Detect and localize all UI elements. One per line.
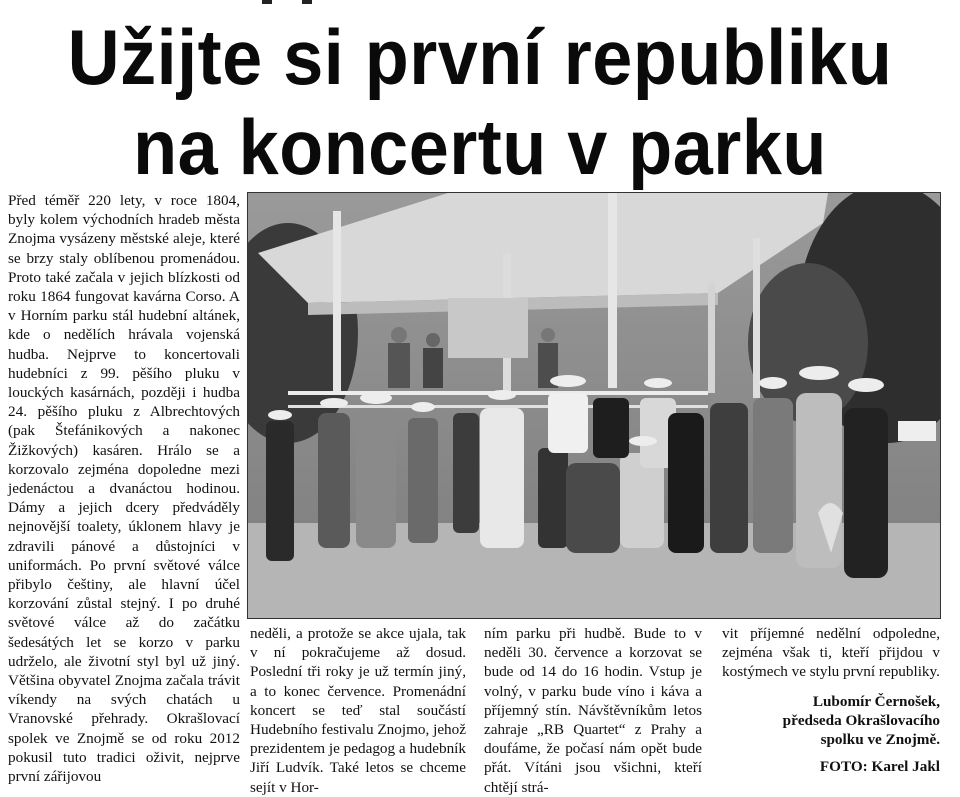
article-photo (247, 192, 941, 619)
article-column-4 (722, 624, 940, 776)
article-column-2 (250, 624, 466, 797)
bandstand-photo-illustration (248, 193, 940, 618)
author-role-line-2: spolku ve Znojmě. (820, 731, 940, 749)
top-strip (0, 0, 960, 6)
author-role-line-1: předseda Okrašlovacího (782, 711, 940, 729)
article-column-1 (8, 191, 240, 786)
article-text-col2: neděli, a protože se akce ujala, tak v ní pokračujeme až dosud. Poslední tři roky je už termín jiný, a to konec července. Promenádní koncert se teď stal součástí Hudebního festivalu Znojmo, jehož prezidentem je pedagog a hudebník Jiří Ludvík. Také letos se chceme sejít v Hor- (250, 625, 466, 796)
headline-line-2: na koncertu v parku (133, 104, 827, 192)
article-text-col4: vit příjemné nedělní odpoledne, zejména však ti, kteří přijdou v kostýmech ve stylu první republiky. (722, 625, 940, 681)
author-signature (722, 692, 940, 750)
article-text-col3: ním parku při hudbě. Bude to v neděli 30. července a korzovat se bude od 14 do 16 hodin. Vstup je volný, v parku bude víno i káva a příjemný stín. Návštěvníkům letos zahraje „RB Quartet“ z Prahy a doufáme, že počasí nám opět bude přát. Vítáni jsou všichni, kteří chtějí strá- (484, 625, 702, 796)
author-name: Lubomír Černošek, (812, 692, 940, 710)
article-column-3 (484, 624, 702, 797)
article-text-col1: Před téměř 220 lety, v roce 1804, byly kolem východních hradeb města Znojma vysázeny městské aleje, které se brzy staly oblíbenou promenádou. Proto také začala v jejich blízkosti od roku 1864 fungovat kavárna Corso. A v Horním parku stál hudební altánek, kde o nedělích hrávala vojenská hudba. Nejprve to koncertovali hudebníci z 99. pěšího pluku v louckých kasárnách, později i hudba 24. pěšího pluku z Albrechtových (pak Štefánikových a nakonec Žižkových) kasáren. Hrálo se a korzovalo zejména dopoledne mezi jedenáctou a dvanáctou hodinou. Dámy a jejich dcery předváděly nejnovější toalety, úklonem hlavy je zdravili pánové a důstojníci v uniformách. Po první světové válce přibylo češtiny, ale hlavní účel korzování zůstal stejný. I po druhé světové válce až do začátku šedesátých let se korzo v parku udrželo, ale životní styl byl už jiný. Většina obyvatel Znojma začala trávit víkendy na svých chatách u Vranovské přehrady. Okrašlovací spolek ve Znojmě se od roku 2012 pokusil tuto tradici oživit, nejprve první zářijovou (8, 192, 240, 786)
headline-line-1: Užijte si první republiku (67, 14, 893, 102)
photo-credit: FOTO: Karel Jakl (819, 758, 940, 776)
